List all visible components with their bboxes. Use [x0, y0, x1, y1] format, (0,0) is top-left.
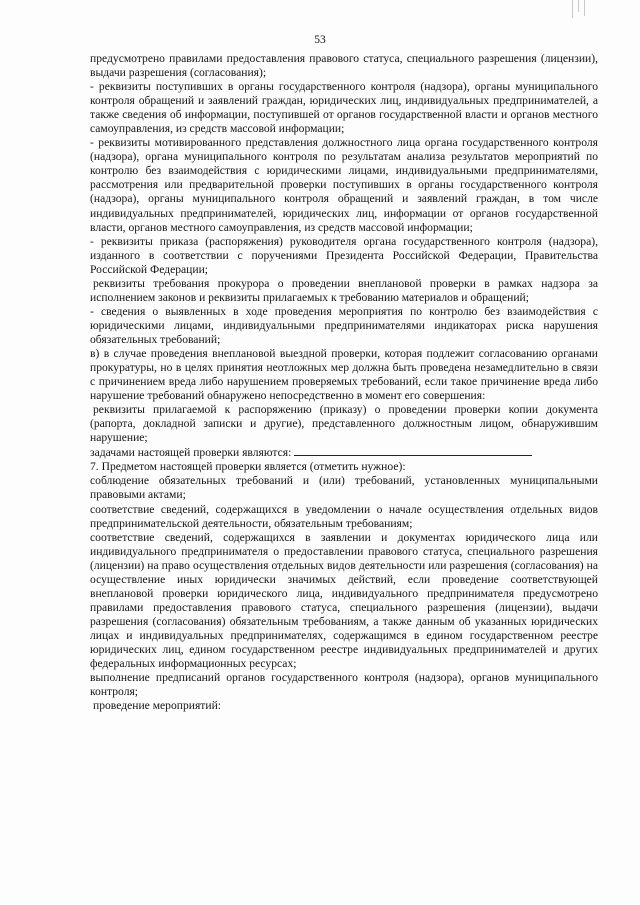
page-number: 53: [314, 34, 326, 46]
paragraph-order-details: - реквизиты приказа (распоряжения) руководителя органа государственного контроля (надзора), изданного в соответствии с поручениями Президента Российской Федерации, Правительства Российской Федерации;: [90, 234, 598, 276]
paragraph-subject-heading: 7. Предметом настоящей проверки является (отметить нужное):: [90, 460, 406, 474]
tasks-label: задачами настоящей проверки являются:: [90, 446, 292, 460]
paragraph-application-compliance: соответствие сведений, содержащихся в заявлении и документах юридического лица или индивидуального предпринимателя о предоставлении правового статуса, специального разрешения (лицензии) на право осуществления отдельных видов деятельности или разрешения (согласования) на осуществление иных юридически значимых действий, если проведение соответствующей внеплановой проверки юридического лица, индивидуального предпринимателя предусмотрено правилами предоставления правового статуса, специального разрешения (лицензии), выдачи разрешения (согласования) обязательным требованиям, а также данным об указанных юридических лицах и индивидуальных предпринимателях, содержащимся в едином государственном реестре юридических лиц, едином государственном реестре индивидуальных предпринимателей и других федеральных информационных ресурсах;: [90, 530, 598, 671]
paragraph-orders-execution: выполнение предписаний органов государственного контроля (надзора), органов муниципального контроля;: [90, 671, 598, 699]
scan-edge-mark: [572, 0, 573, 18]
tasks-blank-field: [294, 445, 532, 456]
paragraph-attached-copy: реквизиты прилагаемой к распоряжению (приказу) о проведении проверки копии документа (рапорта, докладной записки и другие), представленного должностным лицом, обнаружившим нарушение;: [90, 403, 598, 445]
paragraph-motivated-submission: - реквизиты мотивированного представления должностного лица органа государственного контроля (надзора), органа муниципального контроля по результатам анализа результатов мероприятий по контролю без взаимодействия с юридическими лицами, индивидуальными предпринимателями, рассмотрения или предварительной проверки поступивших в органы государственного контроля (надзора), органы муниципального контроля обращений и заявлений граждан, в том числе индивидуальных предпринимателей, юридических лиц, информации от органов государственной власти, органов местного самоуправления, из средств массовой информации;: [90, 136, 598, 234]
tasks-line: [90, 445, 598, 460]
paragraph-permit-continuation: предусмотрено правилами предоставления правового статуса, специального разрешения (лицензии), выдачи разрешения (согласования);: [90, 52, 598, 80]
paragraph-prosecutor-demand: реквизиты требования прокурора о проведении внеплановой проверки в рамках надзора за исполнением законов и реквизиты прилагаемых к требованию материалов и обращений;: [90, 276, 598, 304]
paragraph-urgent-inspection: в) в случае проведения внеплановой выездной проверки, которая подлежит согласованию органами прокуратуры, но в целях принятия неотложных мер должна быть проведена незамедлительно в связи с причинением вреда либо нарушением проверяемых требований, если такое причинение вреда либо нарушение требований обнаружено непосредственно в момент его совершения:: [90, 346, 598, 403]
scan-edge-mark: [578, 0, 579, 12]
paragraph-appeals-details: - реквизиты поступивших в органы государственного контроля (надзора), органы муниципального контроля обращений и заявлений граждан, юридических лиц, индивидуальных предпринимателей, а также сведения об информации, поступившей от органов государственной власти и органов местного самоуправления, из средств массовой информации;: [90, 80, 598, 136]
scan-edge-mark: [584, 0, 585, 16]
paragraph-notification-compliance: соответствие сведений, содержащихся в уведомлении о начале осуществления отдельных видов предпринимательской деятельности, обязательным требованиям;: [90, 502, 598, 530]
paragraph-risk-indicators: - сведения о выявленных в ходе проведения мероприятия по контролю без взаимодействия с юридическими лицами, индивидуальными предпринимателями индикаторах риска нарушения обязательных требований;: [90, 304, 598, 346]
document-body: [90, 52, 598, 713]
paragraph-compliance: соблюдение обязательных требований и (или) требований, установленных муниципальными правовыми актами;: [90, 474, 598, 502]
paragraph-measures: проведение мероприятий:: [93, 699, 222, 713]
